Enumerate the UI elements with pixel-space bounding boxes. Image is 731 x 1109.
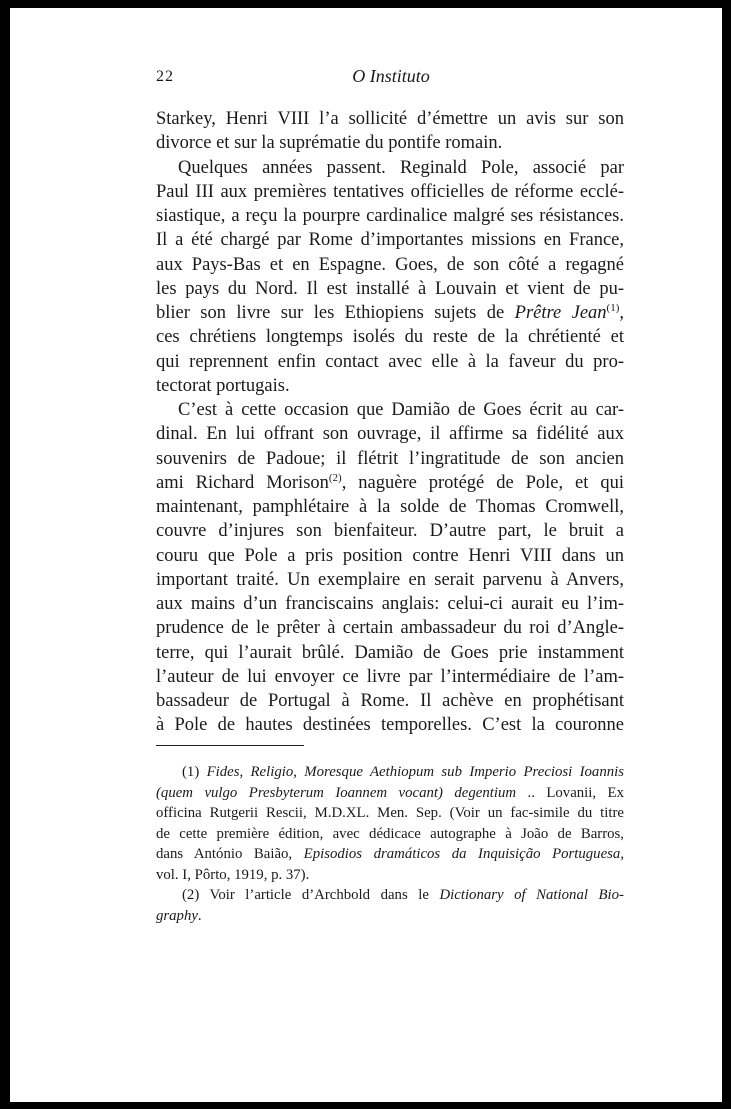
book-title: Prêtre Jean bbox=[514, 303, 607, 323]
footnotes bbox=[156, 762, 624, 926]
footnote-separator bbox=[156, 745, 304, 746]
scan-border-left bbox=[0, 0, 10, 1109]
text-line: Paul III aux premières tentatives officielles de réforme ecclé- bbox=[156, 181, 624, 202]
footnote-text: . bbox=[197, 907, 202, 924]
text-line: aux mains d’un franciscains anglais: celui-ci aurait eu l’im- bbox=[156, 594, 624, 614]
text-line: important traité. Un exemplaire en serait parvenu à Anvers, bbox=[156, 569, 624, 590]
text-line: couru que Pole a pris position contre Henri VIII dans un bbox=[156, 545, 624, 566]
text-line: terre, qui l’aurait brûlé. Damião de Goes prie instamment bbox=[156, 642, 624, 663]
footnote-marker: (1) bbox=[182, 764, 200, 780]
footnote-text: Voir l’article d’Archbold dans le bbox=[199, 887, 440, 903]
page-number: 22 bbox=[156, 68, 174, 85]
page-header bbox=[156, 68, 626, 90]
footnote-1-line: vol. I, Pôrto, 1919, p. 37). bbox=[156, 866, 310, 883]
footnote-text: .. Lovanii, Ex bbox=[516, 784, 624, 801]
footnote-italic: Episodios dramáticos da Inquisição Portuguesa bbox=[303, 846, 621, 862]
scan-border-right bbox=[722, 0, 731, 1109]
text-line: l’auteur de lui envoyer ce livre par l’intermédiaire de l’am- bbox=[156, 666, 624, 687]
text-line: ces chrétiens longtemps isolés du reste de la chrétienté et bbox=[156, 327, 624, 348]
text-line: souvenirs de Padoue; il flétrit l’ingratitude de son ancien bbox=[156, 448, 624, 469]
footnote-ref-2[interactable]: (2) bbox=[328, 471, 342, 484]
footnote-1-line bbox=[156, 844, 624, 865]
text-line: bassadeur de Portugal à Rome. Il achève en prophétisant bbox=[156, 691, 624, 711]
text-run: , bbox=[619, 303, 624, 323]
scan-border-top bbox=[0, 0, 731, 8]
text-line: maintenant, pamphlétaire à la solde de Thomas Cromwell, bbox=[156, 497, 624, 517]
text-line: qui reprennent enfin contact avec elle à la faveur du pro- bbox=[156, 351, 624, 372]
footnote-ref-1[interactable]: (1) bbox=[606, 301, 620, 314]
footnote-1-line: officina Rutgerii Rescii, M.D.XL. Men. Sep. (Voir un fac-simile du titre bbox=[156, 805, 624, 821]
footnote-italic: Dictionary of National Bio- bbox=[439, 887, 624, 903]
scan-border-bottom bbox=[0, 1102, 731, 1109]
footnote-1-line bbox=[156, 783, 624, 804]
text-line bbox=[156, 471, 624, 495]
text-line: à Pole de hautes destinées temporelles. C’est la couronne bbox=[156, 715, 624, 736]
footnote-text: , bbox=[620, 846, 625, 862]
footnote-marker: (2) bbox=[182, 887, 200, 903]
text-line: Quelques années passent. Reginald Pole, associé par bbox=[178, 157, 624, 178]
running-title: O Instituto bbox=[352, 66, 430, 86]
footnote-italic: (quem vulgo Presbyterum Ioannem vocant) degentium bbox=[156, 784, 517, 801]
footnote-italic: graphy bbox=[156, 907, 198, 924]
text-line: couvre d’injures son bienfaiteur. D’autre part, le bruit a bbox=[156, 521, 624, 542]
footnote-1-line: de cette première édition, avec dédicace autographe à João de Barros, bbox=[156, 825, 624, 842]
body-text bbox=[156, 107, 624, 738]
text-line: C’est à cette occasion que Damião de Goes écrit au car- bbox=[178, 400, 624, 420]
footnote-italic: Fides, Religio, Moresque Aethiopum sub Imperio Preciosi Ioannis bbox=[206, 764, 624, 780]
text-line: prudence de le prêter à certain ambassadeur du roi d’Angle- bbox=[156, 618, 624, 639]
footnote-1-line bbox=[156, 762, 624, 783]
text-line: aux Pays-Bas et en Espagne. Goes, de son côté a regagné bbox=[156, 254, 624, 275]
text-run: , naguère protégé de Pole, et qui bbox=[341, 472, 624, 493]
footnote-2-line bbox=[156, 885, 624, 906]
text-line: dinal. En lui offrant son ouvrage, il affirme sa fidélité aux bbox=[156, 424, 624, 445]
text-line: Starkey, Henri VIII l’a sollicité d’émettre un avis sur son bbox=[156, 109, 624, 129]
footnote-2-line bbox=[156, 906, 624, 927]
text-line: divorce et sur la suprématie du pontife romain. bbox=[156, 133, 503, 154]
text-run: blier son livre sur les Ethiopiens sujets de bbox=[156, 303, 515, 323]
text-line: siastique, a reçu la pourpre cardinalice malgré ses résistances. bbox=[156, 206, 624, 226]
footnote-text: dans António Baião, bbox=[156, 846, 304, 862]
text-line: tectorat portugais. bbox=[156, 375, 290, 396]
text-run: ami Richard Morison bbox=[156, 472, 329, 493]
text-line bbox=[156, 301, 624, 325]
text-line: les pays du Nord. Il est installé à Louvain et vient de pu- bbox=[156, 278, 624, 299]
text-line: Il a été chargé par Rome d’importantes missions en France, bbox=[156, 230, 624, 251]
